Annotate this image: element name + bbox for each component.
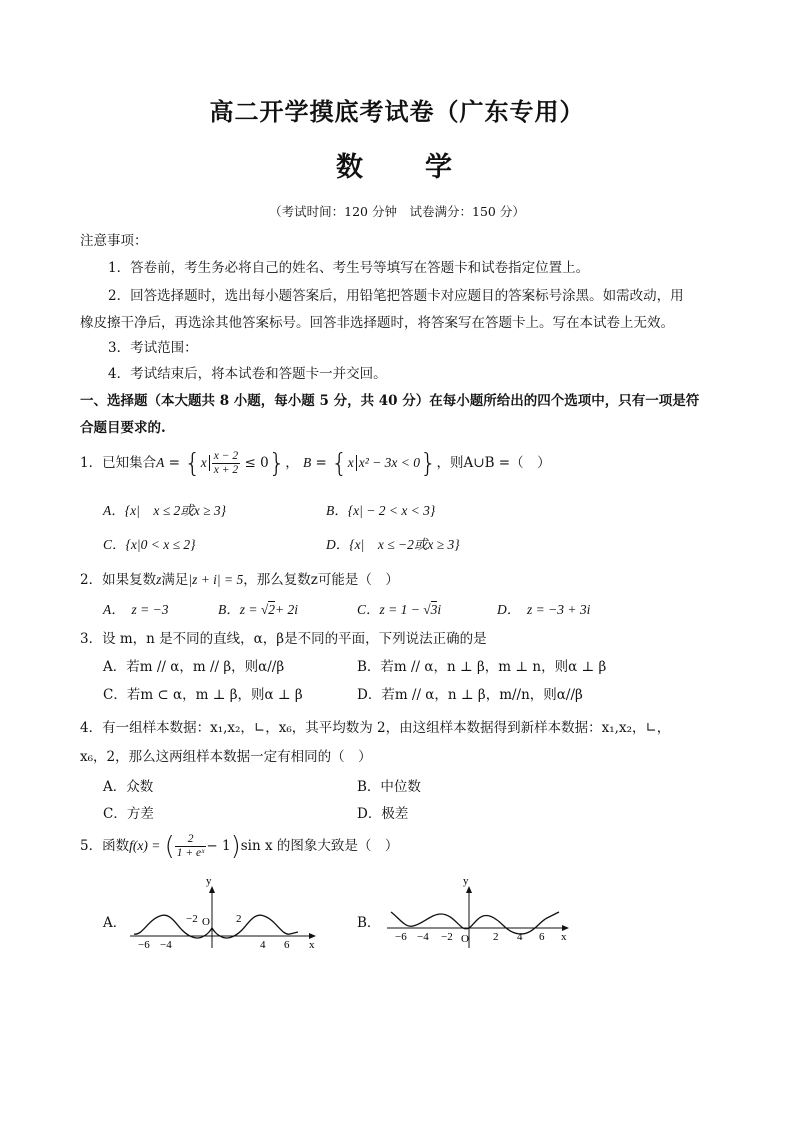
graph-a-label-p4: 4 — [260, 939, 266, 950]
section-heading-line-2: 合题目要求的. — [80, 420, 166, 436]
q1-set-b-cond: x² − 3x < 0 — [358, 455, 420, 470]
q5-frac-den: 1 + eˣ — [176, 847, 205, 859]
graph-b-label-n2: −2 — [441, 931, 453, 943]
q1-set-a-var: A — [156, 455, 165, 470]
q1-option-d: D．{x| x ≤ −2或x ≥ 3} — [326, 537, 460, 552]
q2-cond: |z + i| = 5 — [188, 572, 244, 587]
graph-a-label-p2: 2 — [236, 913, 242, 925]
graph-b-y-arrow-icon — [466, 886, 472, 893]
graph-a-curve — [134, 915, 298, 938]
exam-title: 高二开学摸底考试卷（广东专用） — [209, 97, 585, 126]
graph-b-label-p2: 2 — [493, 931, 499, 943]
q5-minus-one: − 1 — [206, 838, 231, 854]
q3-option-c: C．若m ⊂ α，m ⊥ β，则α ⊥ β — [103, 687, 303, 703]
question-2-stem — [80, 568, 399, 588]
q1-option-a: A．{x| x ≤ 2或x ≥ 3} — [103, 503, 227, 518]
q3-option-b: B．若m // α，n ⊥ β，m ⊥ n，则α ⊥ β — [357, 659, 607, 675]
subject-char-2: 学 — [425, 152, 458, 183]
question-5-stem: 5．函数f(x) = ( $\frac{2}{\text{1 + eˣ}}$ − 1)sin x 的图象大致是（ ） — [80, 831, 399, 862]
q1-frac-num: x − 2 — [213, 450, 239, 462]
question-1-stem: 1．已知集合A = {x $\frac{x - 2}{x + 2}$ ≤ 0}， B = {x x² − 3x < 0}，则A∪B =（ ） — [80, 448, 551, 479]
q5-fraction — [175, 833, 207, 860]
q4-option-d: D．极差 — [357, 806, 409, 822]
notice-item-1: 1．答卷前，考生务必将自己的姓名、考生号等填写在答题卡和试卷指定位置上。 — [108, 260, 590, 276]
q2-prefix: 2．如果复数 — [80, 572, 157, 588]
section-heading-line-1: 一、选择题（本大题共 8 小题，每小题 5 分，共 40 分）在每小题所给出的四个选项中，只有一项是符 — [80, 393, 700, 409]
q1-question: ，则A∪B =（ ） — [436, 455, 551, 471]
q3-option-d: D．若m // α，n ⊥ β，m//n，则α//β — [357, 687, 583, 703]
subject-char-1: 数 — [336, 152, 369, 183]
q1-set-a-cond: ≤ 0 — [244, 455, 269, 471]
notice-item-2-line-2: 橡皮擦干净后，再选涂其他答案标号。回答非选择题时，将答案写在答题卡上。写在本试卷上无效。 — [80, 315, 674, 331]
graph-a-label-o: O — [202, 916, 210, 928]
q4-option-a: A．众数 — [103, 779, 154, 795]
q2-question: ，那么复数z可能是（ ） — [243, 572, 399, 588]
graph-a-label-p6: 6 — [284, 939, 290, 950]
q2-option-c: C．z = 1 − √3i — [357, 602, 442, 617]
graph-b-label-n6: −6 — [395, 931, 407, 943]
q1-option-c: C．{x|0 < x ≤ 2} — [103, 537, 196, 552]
q5-graph-b — [385, 878, 577, 950]
graph-b-label-p6: 6 — [539, 931, 545, 943]
graph-a-label-y: y — [206, 878, 212, 887]
exam-info: （考试时间：120 分钟 试卷满分：150 分） — [269, 204, 525, 219]
q5-graph-a — [128, 878, 324, 950]
notice-heading: 注意事项： — [80, 233, 148, 249]
q2-option-a: A． z = −3 — [103, 602, 169, 617]
notice-item-2-line-1: 2．回答选择题时，选出每小题答案后，用铅笔把答题卡对应题目的答案标号涂黑。如需改动，用 — [108, 288, 684, 304]
question-4-line-2: x₆，2，那么这两组样本数据一定有相同的（ ） — [80, 749, 372, 765]
q1-frac-den: x + 2 — [213, 464, 239, 476]
q1-set-b-var: B — [303, 455, 312, 470]
graph-b-label-n4: −4 — [417, 931, 429, 943]
q1-prefix: 1．已知集合 — [80, 455, 157, 471]
graph-b-label-p4: 4 — [517, 931, 523, 943]
q4-option-b: B．中位数 — [357, 779, 421, 795]
q3-option-a: A．若m // α，m // β，则α//β — [103, 659, 285, 675]
graph-b-label-y: y — [463, 878, 469, 887]
notice-item-4: 4．考试结束后，将本试卷和答题卡一并交回。 — [108, 366, 387, 382]
question-4-line-1: 4．有一组样本数据：x₁,x₂，∟，x₆，其平均数为 2，由这组样本数据得到新样本数据：x₁,x₂，∟， — [80, 720, 671, 736]
q5-suffix: sin x 的图象大致是（ ） — [240, 838, 399, 854]
q1-fraction — [212, 450, 240, 477]
graph-a-label-n4: −4 — [160, 939, 172, 950]
q2-mid: 满足 — [161, 572, 189, 588]
graph-a-label-n6: −6 — [138, 939, 150, 950]
q2-option-d: D． z = −3 + 3i — [497, 602, 591, 617]
graph-a-y-arrow-icon — [209, 886, 215, 893]
question-3-stem: 3．设 m，n 是不同的直线，α，β是不同的平面，下列说法正确的是 — [80, 631, 487, 647]
notice-item-3: 3．考试范围： — [108, 340, 198, 356]
q5-fx: f(x) = — [129, 838, 161, 853]
q5-option-b-label: B． — [357, 915, 381, 931]
q5-frac-num: 2 — [175, 833, 207, 847]
subject-title — [0, 145, 794, 184]
graph-b-label-o: O — [461, 933, 469, 945]
q5-option-a-label: A． — [103, 915, 127, 931]
q5-prefix: 5．函数 — [80, 838, 130, 854]
q2-var: z — [156, 572, 162, 587]
graph-b-label-x: x — [561, 931, 567, 943]
graph-a-label-x: x — [309, 939, 315, 950]
graph-a-label-n2: −2 — [186, 913, 198, 925]
q4-option-c: C．方差 — [103, 806, 154, 822]
q1-option-b: B．{x| − 2 < x < 3} — [326, 503, 436, 518]
q2-option-b: B．z = √2+ 2i — [218, 602, 299, 617]
